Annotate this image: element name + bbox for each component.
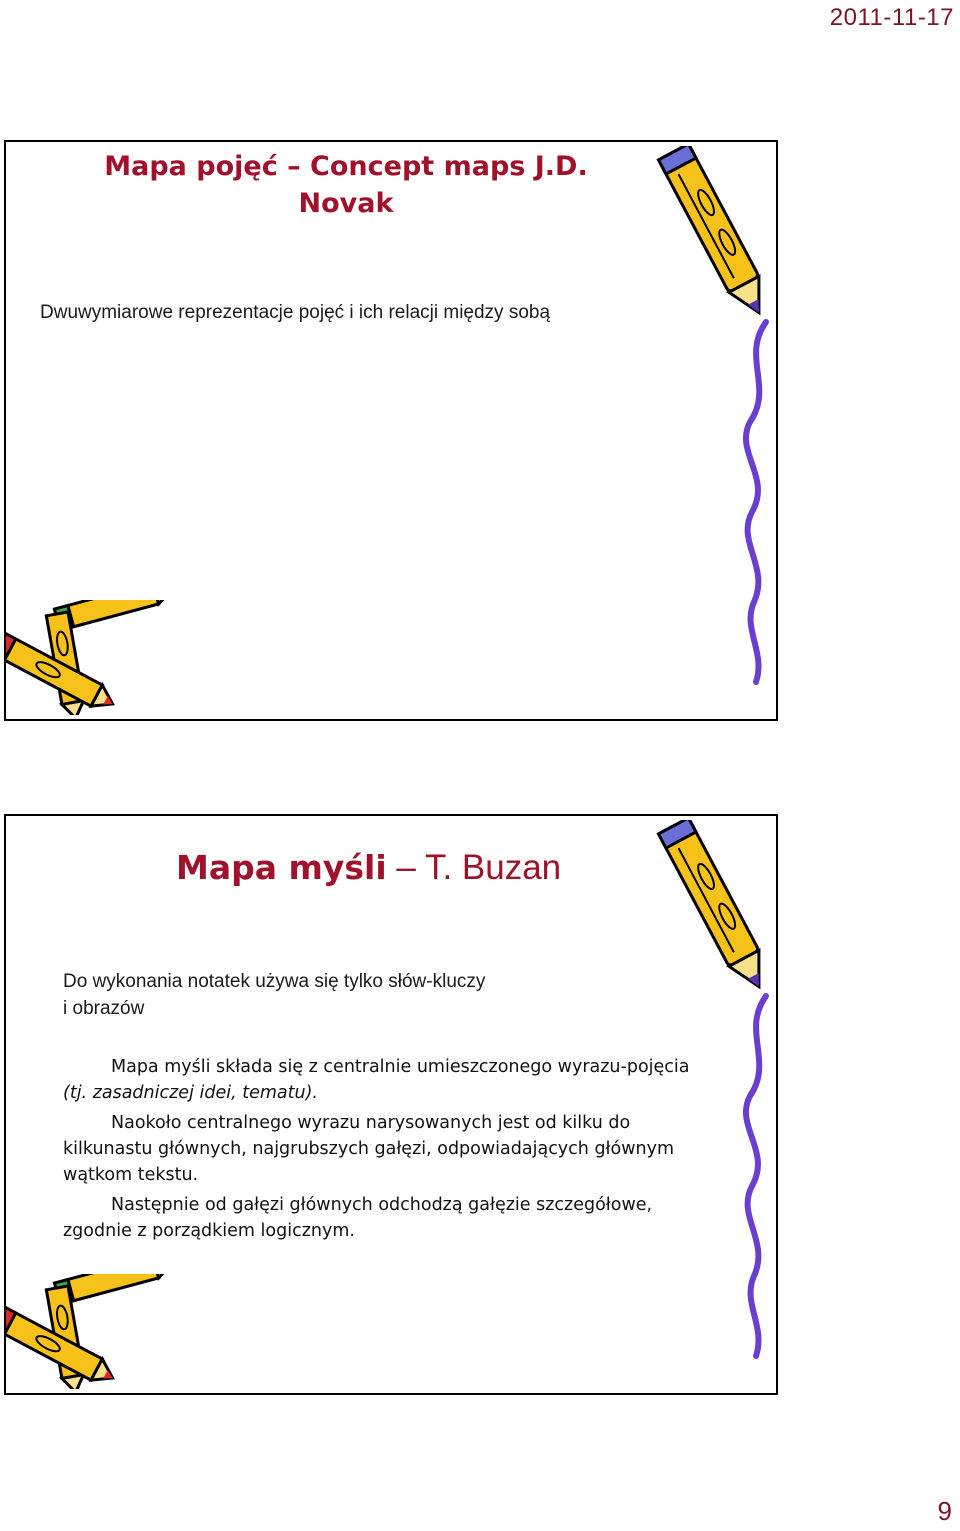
paragraph-1 — [63, 1054, 703, 1106]
pencil-icon — [654, 146, 774, 331]
slide-title-line2: Novak — [298, 188, 394, 219]
slide-title — [66, 148, 626, 222]
purple-squiggle-icon — [736, 317, 776, 687]
paragraph-2: Naokoło centralnego wyrazu narysowanych jest od kilku do kilkunastu głównych, najgrubszych gałęzi, odpowiadających głównym wątkom tekstu. — [63, 1113, 675, 1185]
intro-line2: i obrazów — [63, 998, 145, 1019]
slide-mind-maps — [4, 814, 778, 1395]
paragraph-1-text: Mapa myśli składa się z centralnie umieszczonego wyrazu-pojęcia — [111, 1057, 690, 1077]
crossed-pencils-icon — [6, 1274, 166, 1389]
slide-body — [63, 1054, 703, 1248]
pencil-icon — [654, 820, 774, 1005]
page-date: 2011-11-17 — [829, 4, 954, 31]
slide-intro — [63, 968, 623, 1022]
slide-concept-maps — [4, 140, 778, 721]
slide-title-line1: Mapa pojęć – Concept maps J.D. — [104, 151, 588, 182]
page-number: 9 — [937, 1496, 952, 1526]
paragraph-1-italic: (tj. zasadniczej idei, tematu). — [63, 1083, 318, 1103]
slide-title-rest: – T. Buzan — [386, 848, 562, 887]
purple-squiggle-icon — [736, 991, 776, 1361]
slide-subtitle: Dwuwymiarowe reprezentacje pojęć i ich relacji między sobą — [40, 302, 551, 323]
crossed-pencils-icon — [6, 600, 166, 715]
slide-title-bold: Mapa myśli — [176, 848, 387, 887]
paragraph-3: Następnie od gałęzi głównych odchodzą gałęzie szczegółowe, zgodnie z porządkiem logicznym. — [63, 1195, 653, 1241]
slide-title — [176, 848, 561, 888]
intro-line1: Do wykonania notatek używa się tylko słów-kluczy — [63, 971, 486, 992]
